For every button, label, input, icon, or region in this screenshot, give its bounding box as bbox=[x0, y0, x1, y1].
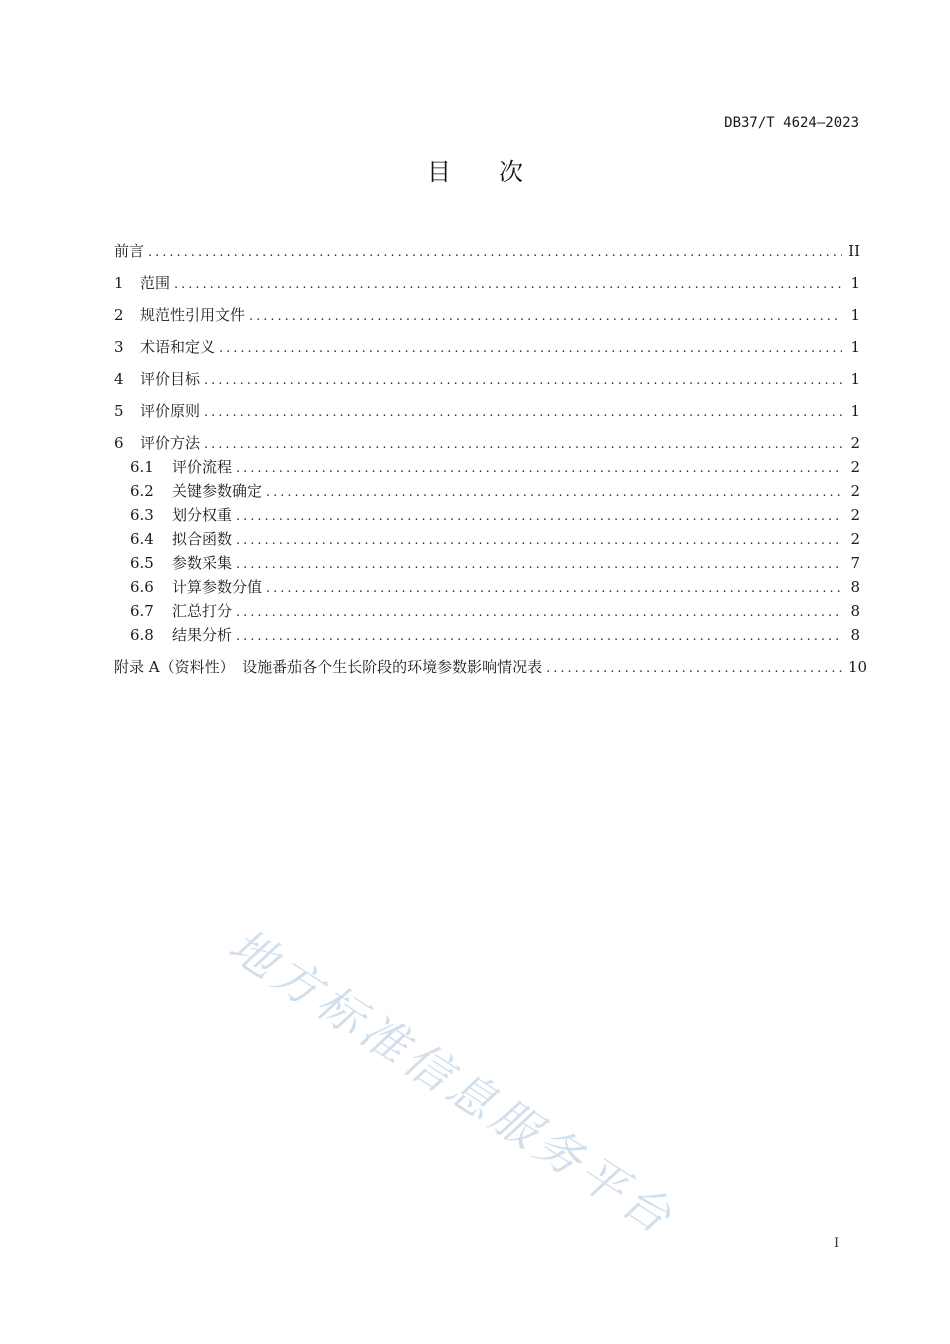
toc-leader-dots bbox=[204, 402, 842, 424]
toc-page: 2 bbox=[850, 434, 860, 452]
toc-entry-6-6[interactable] bbox=[130, 576, 860, 598]
toc-leader-dots bbox=[249, 306, 842, 328]
toc-entry-foreword[interactable] bbox=[114, 240, 860, 262]
document-code: DB37/T 4624—2023 bbox=[724, 115, 859, 131]
toc-label: 关键参数确定 bbox=[172, 482, 263, 500]
toc-leader-dots bbox=[148, 242, 842, 264]
toc-page: 10 bbox=[848, 658, 868, 676]
toc-leader-dots bbox=[236, 458, 842, 480]
toc-label: 划分权重 bbox=[172, 506, 233, 524]
toc-label: 评价流程 bbox=[172, 458, 233, 476]
toc-entry-6-1[interactable] bbox=[130, 456, 860, 478]
toc-label: 结果分析 bbox=[172, 626, 233, 644]
toc-leader-dots bbox=[236, 602, 842, 624]
toc-entry-6-5[interactable] bbox=[130, 552, 860, 574]
toc-page: 1 bbox=[850, 306, 860, 324]
watermark-text: 地方标准信息服务平台 bbox=[219, 917, 686, 1247]
toc-page: 1 bbox=[850, 370, 860, 388]
toc-number: 1 bbox=[114, 274, 124, 292]
toc-entry-1[interactable] bbox=[114, 272, 860, 294]
footer-page-number: I bbox=[834, 1236, 840, 1251]
toc-entry-appendix-a[interactable] bbox=[114, 656, 868, 678]
toc-page: II bbox=[848, 242, 860, 260]
toc-entry-6-8[interactable] bbox=[130, 624, 860, 646]
toc-number: 6.3 bbox=[130, 506, 154, 524]
toc-page: 2 bbox=[850, 530, 860, 548]
toc-entry-5[interactable] bbox=[114, 400, 860, 422]
toc-label: 前言 bbox=[114, 242, 145, 260]
toc-number: 6.8 bbox=[130, 626, 154, 644]
toc-label: 术语和定义 bbox=[140, 338, 216, 356]
toc-page: 1 bbox=[850, 402, 860, 420]
toc-leader-dots bbox=[236, 554, 842, 576]
toc-leader-dots bbox=[236, 530, 842, 552]
toc-number: 6.4 bbox=[130, 530, 154, 548]
toc-label: 汇总打分 bbox=[172, 602, 233, 620]
toc-label: 规范性引用文件 bbox=[140, 306, 246, 324]
toc-label: 拟合函数 bbox=[172, 530, 233, 548]
toc-entry-6-2[interactable] bbox=[130, 480, 860, 502]
toc-page: 1 bbox=[850, 274, 860, 292]
toc-leader-dots bbox=[204, 434, 842, 456]
toc-leader-dots bbox=[266, 578, 842, 600]
toc-number: 6.6 bbox=[130, 578, 154, 596]
toc-leader-dots bbox=[236, 506, 842, 528]
toc-label: 参数采集 bbox=[172, 554, 233, 572]
toc-entry-3[interactable] bbox=[114, 336, 860, 358]
page-title: 目次 bbox=[427, 158, 571, 186]
toc-number: 6 bbox=[114, 434, 124, 452]
toc-page: 7 bbox=[850, 554, 860, 572]
toc-label: 评价目标 bbox=[140, 370, 201, 388]
toc-page: 2 bbox=[850, 458, 860, 476]
toc-number: 6.7 bbox=[130, 602, 154, 620]
toc-page: 8 bbox=[850, 626, 860, 644]
toc-entry-6[interactable] bbox=[114, 432, 860, 454]
toc-page: 2 bbox=[850, 482, 860, 500]
toc-number: 2 bbox=[114, 306, 124, 324]
toc-number: 4 bbox=[114, 370, 124, 388]
toc-number: 6.2 bbox=[130, 482, 154, 500]
toc-number: 6.1 bbox=[130, 458, 154, 476]
toc-entry-6-7[interactable] bbox=[130, 600, 860, 622]
toc-entry-4[interactable] bbox=[114, 368, 860, 390]
toc-entry-6-3[interactable] bbox=[130, 504, 860, 526]
toc-leader-dots bbox=[266, 482, 842, 504]
toc-number: 3 bbox=[114, 338, 124, 356]
toc-page: 8 bbox=[850, 602, 860, 620]
toc-leader-dots bbox=[174, 274, 842, 296]
toc-label: 评价方法 bbox=[140, 434, 201, 452]
toc-leader-dots bbox=[546, 658, 842, 680]
toc-label: 计算参数分值 bbox=[172, 578, 263, 596]
toc-label: 评价原则 bbox=[140, 402, 201, 420]
toc-label: 范围 bbox=[140, 274, 171, 292]
toc-number: 6.5 bbox=[130, 554, 154, 572]
toc-page: 8 bbox=[850, 578, 860, 596]
toc-label: 附录 A（资料性） 设施番茄各个生长阶段的环境参数影响情况表 bbox=[114, 658, 543, 676]
toc-entry-2[interactable] bbox=[114, 304, 860, 326]
toc-entry-6-4[interactable] bbox=[130, 528, 860, 550]
toc-number: 5 bbox=[114, 402, 124, 420]
toc-page: 1 bbox=[850, 338, 860, 356]
toc-page: 2 bbox=[850, 506, 860, 524]
toc-leader-dots bbox=[204, 370, 842, 392]
toc-leader-dots bbox=[219, 338, 842, 360]
toc-leader-dots bbox=[236, 626, 842, 648]
